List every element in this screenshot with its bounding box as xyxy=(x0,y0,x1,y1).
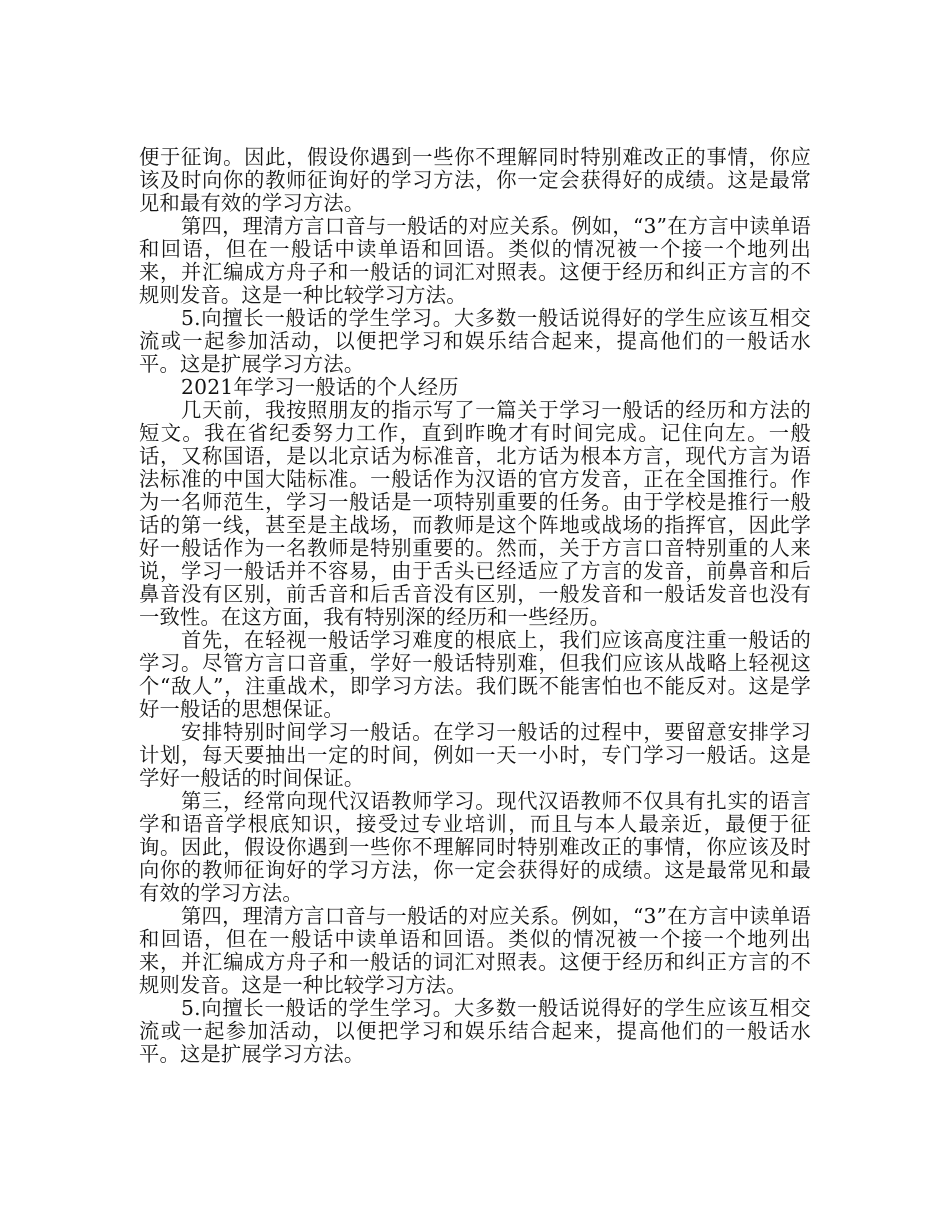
section-heading: 2021年学习一般话的个人经历 xyxy=(181,375,459,399)
paragraph: 5.向擅长一般话的学生学习。大多数一般话说得好的学生应该互相交流或一起参加活动，以便把学习和娱乐结合起来，提高他们的一般话水平。这是扩展学习方法。 xyxy=(139,996,811,1066)
paragraph: 首先，在轻视一般话学习难度的根底上，我们应该高度注重一般话的学习。尽管方言口音重，学好一般话特别难，但我们应该从战略上轻视这个“敌人”，注重战术，即学习方法。我们既不能害怕也不能反对。这是学好一般话的思想保证。 xyxy=(139,628,811,721)
paragraph: 几天前，我按照朋友的指示写了一篇关于学习一般话的经历和方法的短文。我在省纪委努力工作，直到昨晚才有时间完成。记住向左。一般话，又称国语，是以北京话为标准音，北方话为根本方言，现代方言为语法标准的中国大陆标准。一般话作为汉语的官方发音，正在全国推行。作为一名师范生，学习一般话是一项特别重要的任务。由于学校是推行一般话的第一线，甚至是主战场，而教师是这个阵地或战场的指挥官，因此学好一般话作为一名教师是特别重要的。然而，关于方言口音特别重的人来说，学习一般话并不容易，由于舌头已经适应了方言的发音，前鼻音和后鼻音没有区别，前舌音和后舌音没有区别，一般发音和一般话发音也没有一致性。在这方面，我有特别深的经历和一些经历。 xyxy=(139,398,811,629)
paragraph: 安排特别时间学习一般话。在学习一般话的过程中，要留意安排学习计划，每天要抽出一定的时间，例如一天一小时，专门学习一般话。这是学好一般话的时间保证。 xyxy=(139,720,811,790)
paragraph: 5.向擅长一般话的学生学习。大多数一般话说得好的学生应该互相交流或一起参加活动，以便把学习和娱乐结合起来，提高他们的一般话水平。这是扩展学习方法。 xyxy=(139,306,811,376)
paragraph: 第三，经常向现代汉语教师学习。现代汉语教师不仅具有扎实的语言学和语音学根底知识，接受过专业培训，而且与本人最亲近，最便于征询。因此，假设你遇到一些你不理解同时特别难改正的事情，你应该及时向你的教师征询好的学习方法，你一定会获得好的成绩。这是最常见和最有效的学习方法。 xyxy=(139,789,811,905)
document-page xyxy=(139,146,811,1066)
paragraph: 第四，理清方言口音与一般话的对应关系。例如，“3”在方言中读单语和回语，但在一般话中读单语和回语。类似的情况被一个接一个地列出来，并汇编成方舟子和一般话的词汇对照表。这便于经历和纠正方言的不规则发音。这是一种比较学习方法。 xyxy=(139,214,811,307)
paragraph: 第四，理清方言口音与一般话的对应关系。例如，“3”在方言中读单语和回语，但在一般话中读单语和回语。类似的情况被一个接一个地列出来，并汇编成方舟子和一般话的词汇对照表。这便于经历和纠正方言的不规则发音。这是一种比较学习方法。 xyxy=(139,904,811,997)
paragraph: 便于征询。因此，假设你遇到一些你不理解同时特别难改正的事情，你应该及时向你的教师征询好的学习方法，你一定会获得好的成绩。这是最常见和最有效的学习方法。 xyxy=(139,145,811,215)
